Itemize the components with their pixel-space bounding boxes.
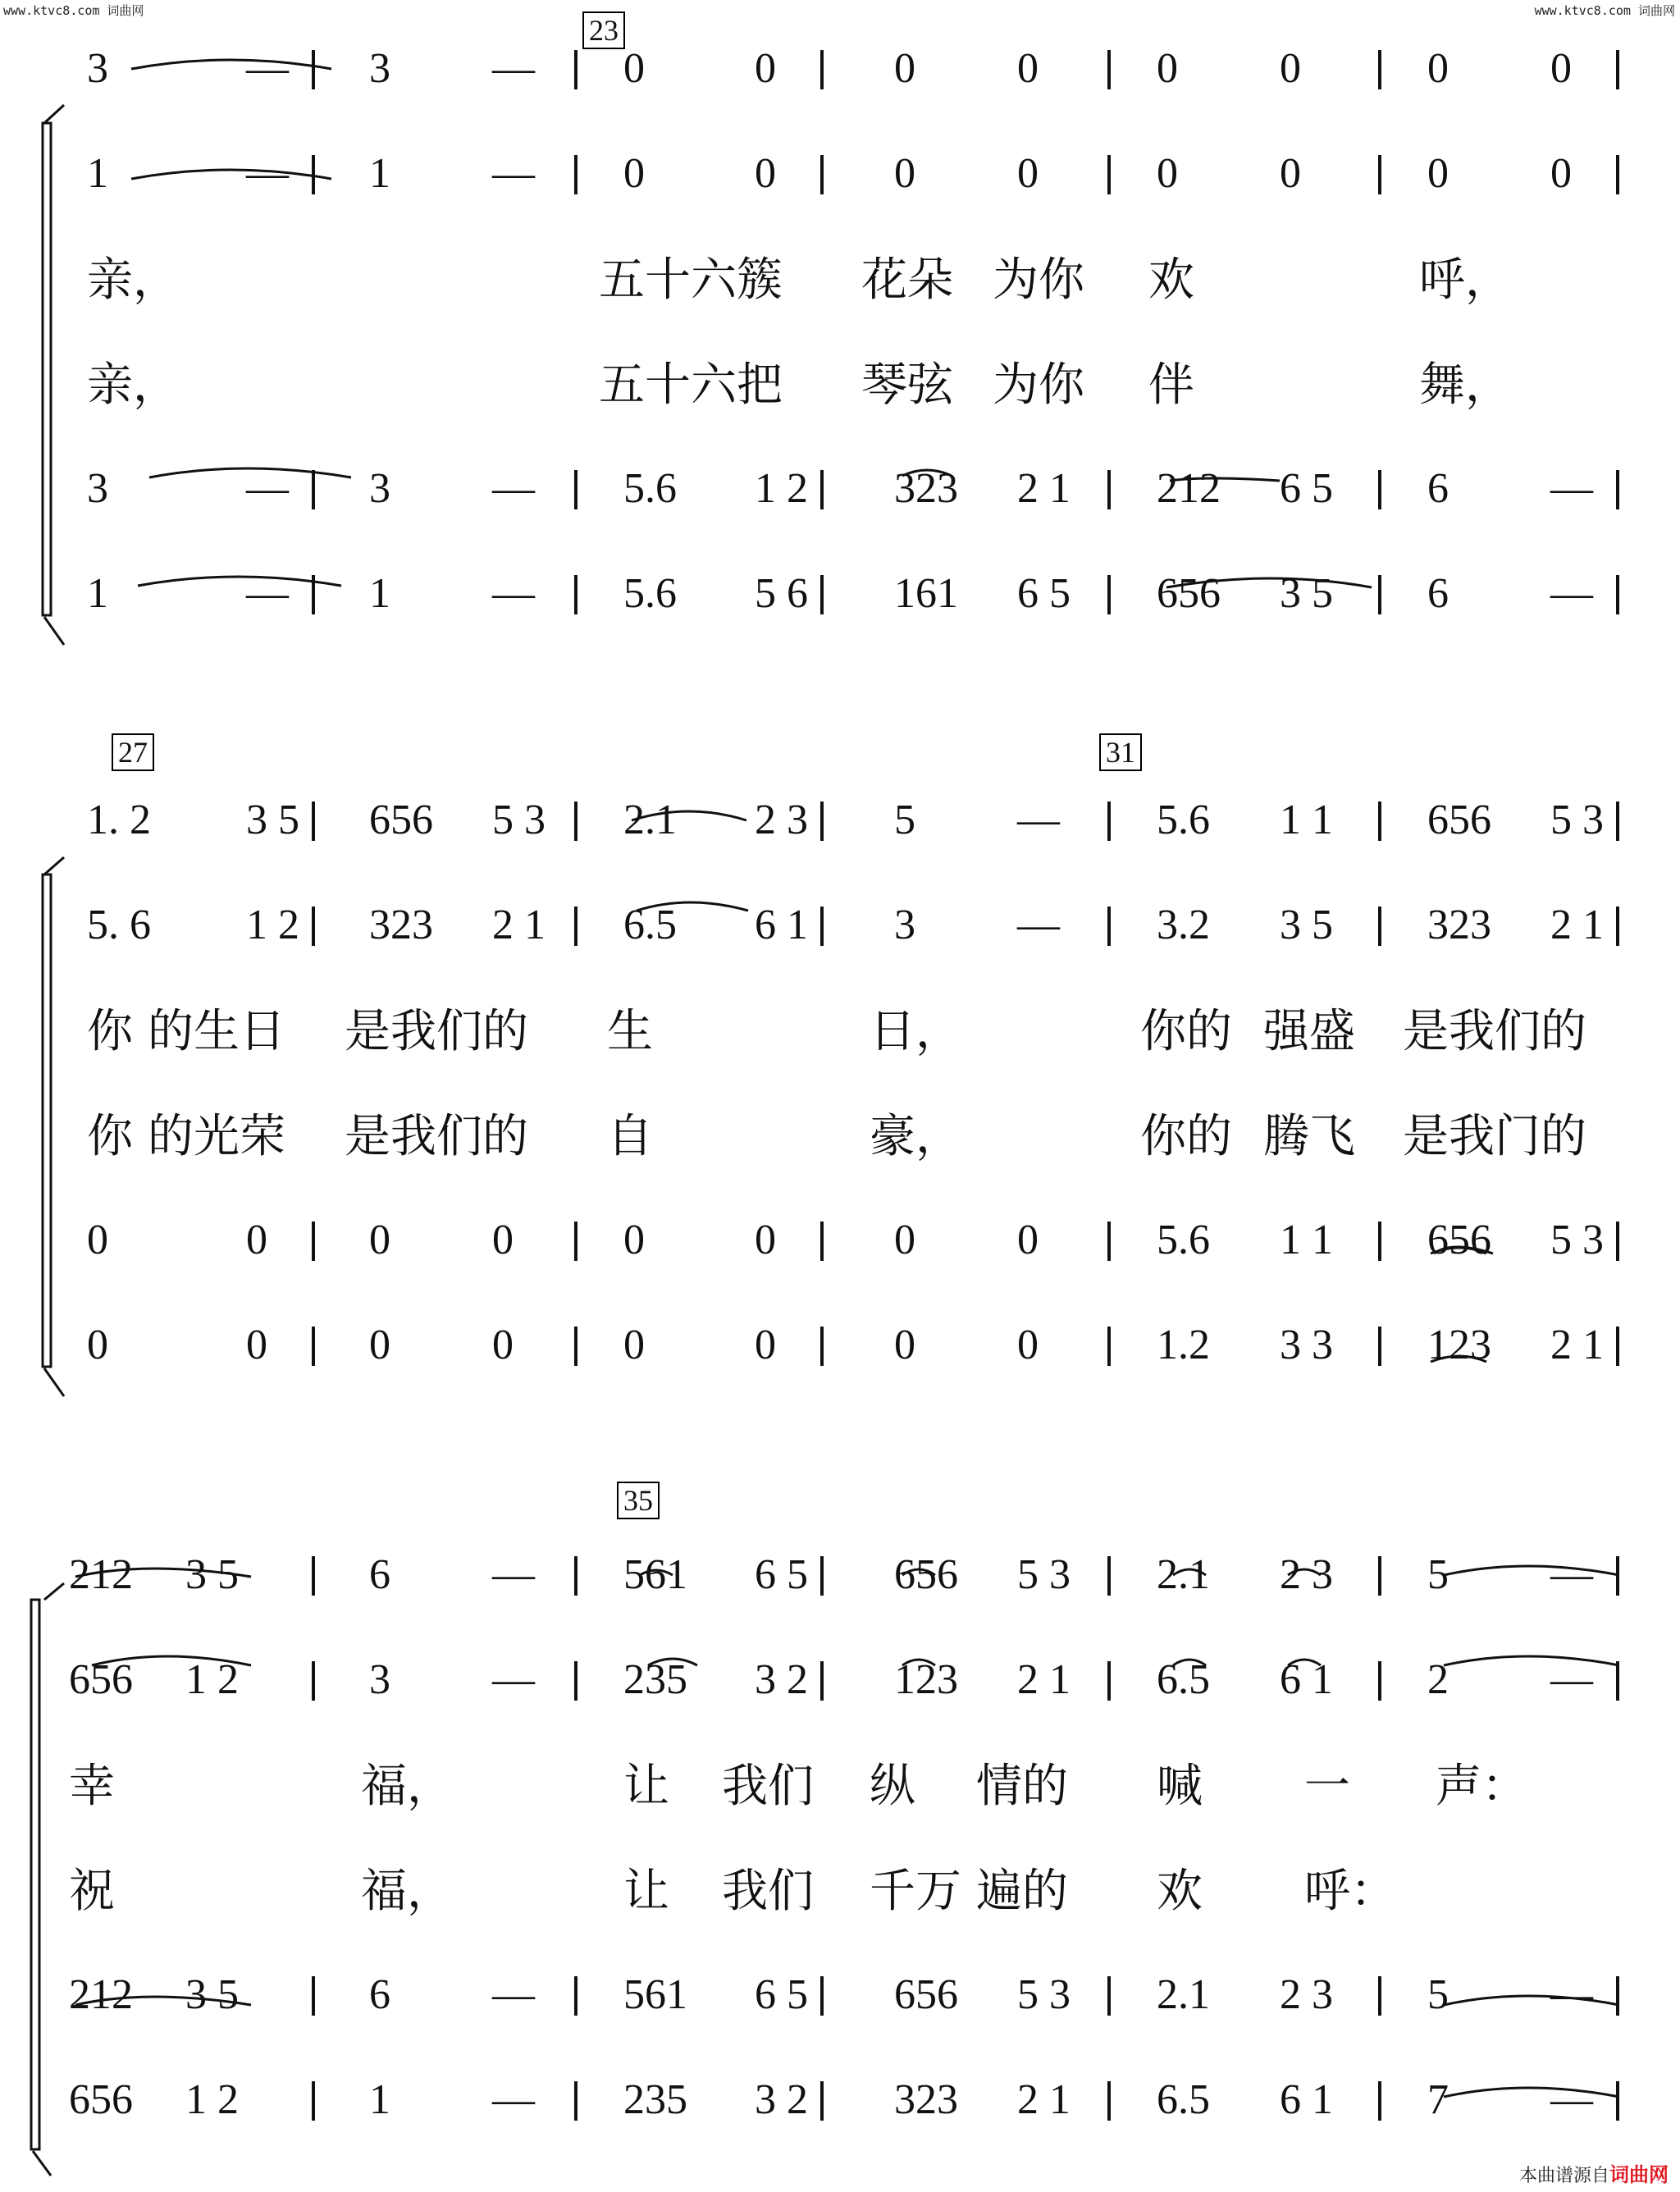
note-group: 5 3	[1550, 797, 1604, 843]
dash-sustain: —	[492, 150, 535, 197]
note-group: 1 2	[755, 465, 808, 512]
lyric-word: 让	[623, 1865, 669, 1918]
lyric-word: 欢	[1157, 1865, 1203, 1918]
note-group: 6 1	[1280, 2076, 1333, 2123]
lyric-word: 强盛	[1263, 1005, 1355, 1058]
note-group: 0	[894, 1217, 915, 1263]
note-group: 1	[87, 570, 108, 617]
note-group: 0	[623, 45, 645, 92]
lyric-word: 祝	[69, 1865, 115, 1918]
measure-number-27: 27	[112, 733, 154, 771]
note-group: 1	[369, 2076, 390, 2123]
note-group: 3	[369, 1656, 390, 1703]
lyric-word: 福，	[361, 1760, 453, 1813]
note-group: 0	[623, 150, 645, 197]
note-group: 656	[69, 1656, 133, 1703]
lyric-word: 腾飞	[1263, 1110, 1355, 1163]
lyric-word: 豪，	[870, 1110, 961, 1163]
note-group: 0	[1550, 45, 1572, 92]
note-group: 5.6	[623, 465, 677, 512]
note-group: 323	[894, 465, 958, 512]
lyric-word: 的生日	[148, 1005, 285, 1058]
note-group: 1 1	[1280, 797, 1333, 843]
dash-sustain: —	[1017, 902, 1060, 948]
note-group: 123	[1427, 1322, 1491, 1368]
note-group: 2.1	[1157, 1551, 1210, 1598]
lyric-word: 千万	[870, 1865, 961, 1918]
note-group: 0	[755, 1217, 776, 1263]
measure-number-23: 23	[582, 11, 625, 49]
note-group: 0	[623, 1217, 645, 1263]
note-group: 0	[369, 1217, 390, 1263]
footer-text: 本曲谱源自	[1518, 2166, 1609, 2186]
note-group: 0	[755, 1322, 776, 1368]
note-group: 0	[1017, 1217, 1039, 1263]
note-group: 656	[69, 2076, 133, 2123]
dash-sustain: —	[1550, 1551, 1593, 1598]
note-group: 6 5	[1017, 570, 1071, 617]
note-group: 0	[1427, 150, 1449, 197]
note-group: 323	[1427, 902, 1491, 948]
note-group: 5	[1427, 1971, 1449, 2018]
note-group: 323	[894, 2076, 958, 2123]
lyric-word: 为你	[993, 358, 1084, 412]
lyric-word: 呼，	[1419, 253, 1511, 307]
note-group: 6.5	[623, 902, 677, 948]
lyric-word: 舞，	[1419, 358, 1511, 412]
note-group: 0	[87, 1217, 108, 1263]
dash-sustain: —	[492, 1656, 535, 1703]
lyric-word: 我们	[722, 1865, 814, 1918]
lyric-word: 花朵	[861, 253, 953, 307]
note-group: 2 1	[1017, 2076, 1071, 2123]
measure-number-35: 35	[617, 1482, 660, 1519]
note-group: 0	[755, 45, 776, 92]
note-group: 5 3	[492, 797, 546, 843]
system-bracket-1	[43, 123, 51, 615]
note-group: 235	[623, 1656, 687, 1703]
note-group: 0	[1427, 45, 1449, 92]
lyric-word: 福，	[361, 1865, 453, 1918]
dash-sustain: —	[246, 570, 289, 617]
note-group: 0	[1017, 150, 1039, 197]
note-group: 5 3	[1017, 1971, 1071, 2018]
lyric-word: 你的	[1140, 1005, 1232, 1058]
dash-sustain: —	[246, 45, 289, 92]
note-group: 656	[1427, 1217, 1491, 1263]
lyric-word: 情的	[976, 1760, 1068, 1813]
note-group: 2 1	[1017, 465, 1071, 512]
lyric-word: 的光荣	[148, 1110, 285, 1163]
dash-sustain: —	[1550, 1971, 1593, 2018]
note-group: 6 5	[1280, 465, 1333, 512]
system-bracket-3	[31, 1600, 39, 2149]
lyric-word: 幸	[69, 1760, 115, 1813]
note-group: 2.1	[623, 797, 677, 843]
note-group: 6 1	[755, 902, 808, 948]
lyric-word: 亲，	[87, 358, 179, 412]
note-group: 0	[492, 1217, 514, 1263]
note-group: 0	[1157, 150, 1178, 197]
note-group: 212	[1157, 465, 1221, 512]
note-group: 656	[1427, 797, 1491, 843]
note-group: 0	[1280, 45, 1301, 92]
note-group: 3 5	[185, 1971, 239, 2018]
lyric-word: 你	[87, 1110, 133, 1163]
note-group: 235	[623, 2076, 687, 2123]
dash-sustain: —	[1550, 2076, 1593, 2123]
note-group: 0	[1017, 45, 1039, 92]
note-group: 212	[69, 1551, 133, 1598]
note-group: 561	[623, 1551, 687, 1598]
note-group: 2 1	[1017, 1656, 1071, 1703]
dash-sustain: —	[246, 465, 289, 512]
note-group: 2 1	[1550, 902, 1604, 948]
lyric-word: 让	[623, 1760, 669, 1813]
dash-sustain: —	[492, 1551, 535, 1598]
note-group: 2 1	[492, 902, 546, 948]
note-group: 6	[1427, 570, 1449, 617]
note-group: 656	[894, 1551, 958, 1598]
note-group: 0	[246, 1322, 267, 1368]
note-group: 0	[1017, 1322, 1039, 1368]
note-group: 0	[1280, 150, 1301, 197]
lyric-word: 声：	[1436, 1760, 1527, 1813]
note-group: 1. 2	[87, 797, 151, 843]
note-group: 123	[894, 1656, 958, 1703]
note-group: 1 1	[1280, 1217, 1333, 1263]
lyric-word: 我们	[722, 1760, 814, 1813]
note-group: 0	[246, 1217, 267, 1263]
note-group: 0	[894, 1322, 915, 1368]
note-group: 3 2	[755, 1656, 808, 1703]
note-group: 3 5	[1280, 570, 1333, 617]
note-group: 1	[369, 150, 390, 197]
note-group: 0	[1157, 45, 1178, 92]
footer-credit	[1519, 2158, 1669, 2187]
lyric-word: 呼：	[1304, 1865, 1396, 1918]
note-group: 2 3	[1280, 1971, 1333, 2018]
lyric-word: 日，	[870, 1005, 961, 1058]
note-group: 212	[69, 1971, 133, 2018]
note-group: 2.1	[1157, 1971, 1210, 2018]
note-group: 2	[1427, 1656, 1449, 1703]
lyric-word: 是我们的	[1403, 1005, 1586, 1058]
dash-sustain: —	[1550, 1656, 1593, 1703]
note-group: 3	[894, 902, 915, 948]
note-group: 5 6	[755, 570, 808, 617]
note-group: 7	[1427, 2076, 1449, 2123]
note-group: 3	[369, 45, 390, 92]
note-group: 1.2	[1157, 1322, 1210, 1368]
note-group: 1	[87, 150, 108, 197]
note-group: 6 5	[755, 1971, 808, 2018]
dash-sustain: —	[492, 570, 535, 617]
lyric-word: 伴	[1148, 358, 1194, 412]
note-group: 1 2	[185, 2076, 239, 2123]
note-group: 656	[1157, 570, 1221, 617]
note-group: 5 3	[1550, 1217, 1604, 1263]
note-group: 0	[1550, 150, 1572, 197]
note-group: 1 2	[185, 1656, 239, 1703]
note-group: 561	[623, 1971, 687, 2018]
note-group: 2 3	[755, 797, 808, 843]
lyric-word: 是我们的	[345, 1005, 528, 1058]
lyric-word: 你的	[1140, 1110, 1232, 1163]
watermark-right: www.ktvc8.com 词曲网	[1534, 3, 1675, 18]
note-group: 5.6	[1157, 797, 1210, 843]
note-group: 3	[87, 45, 108, 92]
note-group: 3	[369, 465, 390, 512]
measure-number-31: 31	[1099, 733, 1142, 771]
note-group: 3.2	[1157, 902, 1210, 948]
lyric-word: 一	[1304, 1760, 1350, 1813]
footer-brand: 词曲网	[1609, 2163, 1669, 2186]
note-group: 5. 6	[87, 902, 151, 948]
lyric-word: 自	[607, 1110, 653, 1163]
note-group: 656	[894, 1971, 958, 2018]
note-group: 0	[87, 1322, 108, 1368]
note-group: 6	[369, 1971, 390, 2018]
note-group: 2 1	[1550, 1322, 1604, 1368]
lyric-word: 你	[87, 1005, 133, 1058]
note-group: 0	[755, 150, 776, 197]
lyric-word: 生	[607, 1005, 653, 1058]
note-group: 0	[492, 1322, 514, 1368]
note-group: 3 3	[1280, 1322, 1333, 1368]
lyric-word: 欢	[1148, 253, 1194, 307]
note-group: 0	[623, 1322, 645, 1368]
watermark-left: www.ktvc8.com 词曲网	[3, 3, 144, 18]
note-group: 5	[1427, 1551, 1449, 1598]
dash-sustain: —	[492, 45, 535, 92]
bracket-top-hook	[44, 105, 64, 123]
note-group: 0	[894, 45, 915, 92]
note-group: 3 5	[246, 797, 299, 843]
note-group: 6	[1427, 465, 1449, 512]
lyric-word: 喊	[1157, 1760, 1203, 1813]
note-group: 3 5	[1280, 902, 1333, 948]
note-group: 5.6	[1157, 1217, 1210, 1263]
note-group: 6	[369, 1551, 390, 1598]
lyric-word: 是我们的	[345, 1110, 528, 1163]
lyric-word: 亲，	[87, 253, 179, 307]
note-group: 161	[894, 570, 958, 617]
dash-sustain: —	[1017, 797, 1060, 843]
dash-sustain: —	[492, 2076, 535, 2123]
note-group: 6 5	[755, 1551, 808, 1598]
system-bracket-2	[43, 875, 51, 1367]
note-group: 5	[894, 797, 915, 843]
note-group: 3	[87, 465, 108, 512]
tie	[131, 60, 331, 69]
dash-sustain: —	[1550, 570, 1593, 617]
lyric-word: 遍的	[976, 1865, 1068, 1918]
note-group: 1	[369, 570, 390, 617]
note-group: 5 3	[1017, 1551, 1071, 1598]
lyric-word: 为你	[993, 253, 1084, 307]
lyric-word: 琴弦	[861, 358, 953, 412]
lyric-word: 是我门的	[1403, 1110, 1586, 1163]
note-group: 323	[369, 902, 433, 948]
dash-sustain: —	[492, 1971, 535, 2018]
note-group: 0	[894, 150, 915, 197]
note-group: 1 2	[246, 902, 299, 948]
note-group: 656	[369, 797, 433, 843]
note-group: 3 5	[185, 1551, 239, 1598]
dash-sustain: —	[246, 150, 289, 197]
dash-sustain: —	[1550, 465, 1593, 512]
lyric-word: 纵	[870, 1760, 915, 1813]
note-group: 5.6	[623, 570, 677, 617]
note-group: 0	[369, 1322, 390, 1368]
lyric-word: 五十六把	[599, 358, 783, 412]
note-group: 6 1	[1280, 1656, 1333, 1703]
note-group: 3 2	[755, 2076, 808, 2123]
note-group: 2 3	[1280, 1551, 1333, 1598]
note-group: 6.5	[1157, 1656, 1210, 1703]
note-group: 6.5	[1157, 2076, 1210, 2123]
dash-sustain: —	[492, 465, 535, 512]
lyric-word: 五十六簇	[599, 253, 783, 307]
